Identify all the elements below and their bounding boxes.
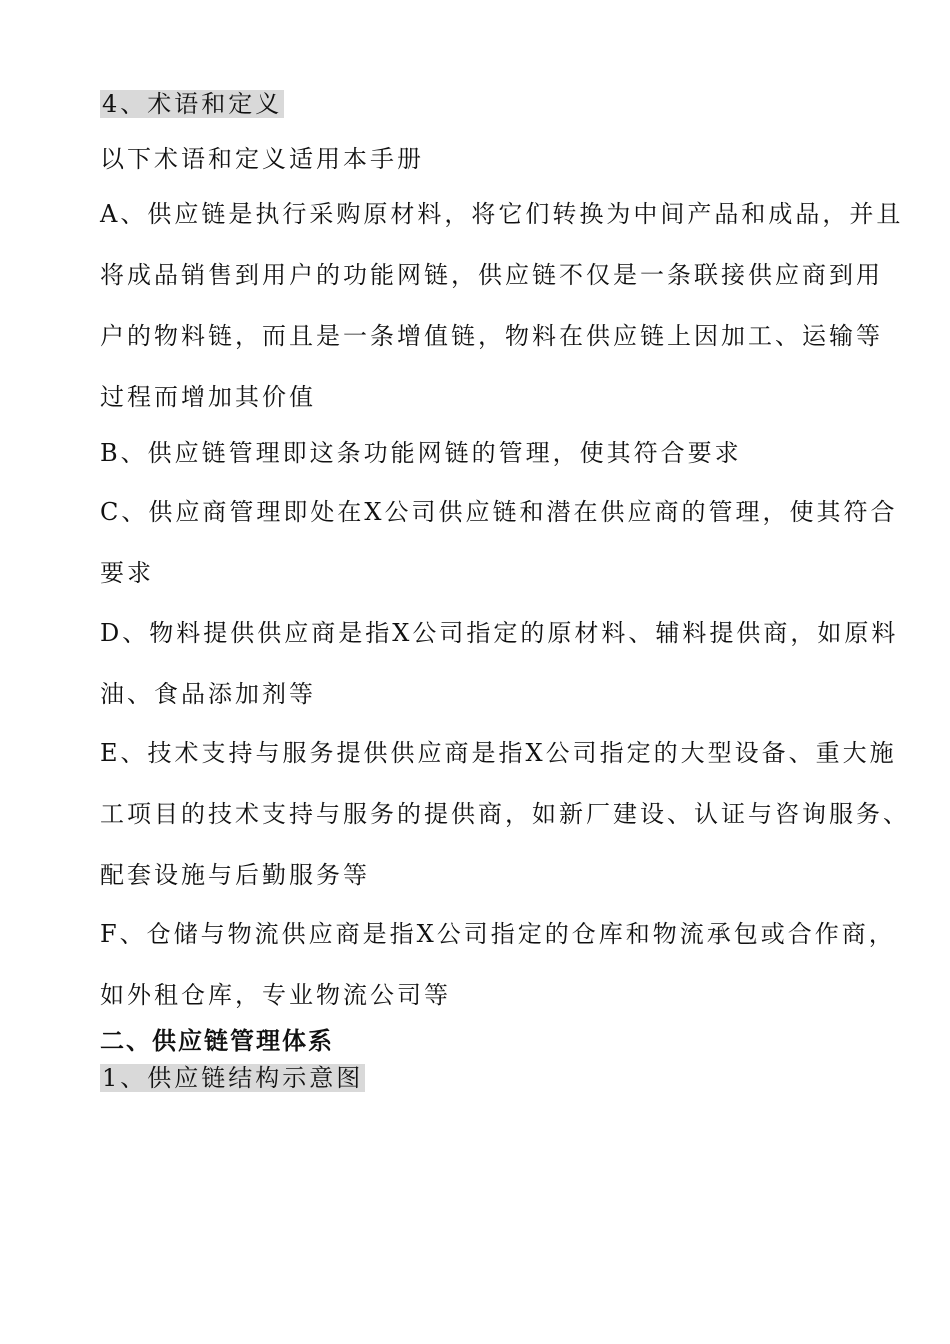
definition-c-line-2: 要求 xyxy=(100,559,154,587)
definition-d-line-1: D、物料提供供应商是指X公司指定的原材料、辅料提供商，如原料 xyxy=(100,619,899,647)
definition-a-line-1: A、供应链是执行采购原材料，将它们转换为中间产品和成品，并且 xyxy=(100,200,904,228)
definition-f-line-1: F、仓储与物流供应商是指X公司指定的仓库和物流承包或合作商， xyxy=(100,920,896,948)
definition-c-line-1: C、供应商管理即处在X公司供应链和潜在供应商的管理，使其符合 xyxy=(100,498,898,526)
subsection-heading xyxy=(100,1062,365,1094)
definition-e-line-3: 配套设施与后勤服务等 xyxy=(100,861,370,889)
definition-e-line-2: 工项目的技术支持与服务的提供商，如新厂建设、认证与咨询服务、 xyxy=(100,800,910,828)
intro-paragraph: 以下术语和定义适用本手册 xyxy=(100,145,424,173)
chapter-heading: 二、供应链管理体系 xyxy=(100,1027,334,1055)
definition-a-line-4: 过程而增加其价值 xyxy=(100,383,316,411)
definition-d-line-2: 油、食品添加剂等 xyxy=(100,680,316,708)
section-heading xyxy=(100,88,284,120)
subsection-heading-text: 1、供应链结构示意图 xyxy=(102,1064,364,1092)
definition-a-line-2: 将成品销售到用户的功能网链，供应链不仅是一条联接供应商到用 xyxy=(100,261,883,289)
section-heading-text: 4、术语和定义 xyxy=(102,90,283,118)
definition-b-line-1: B、供应链管理即这条功能网链的管理，使其符合要求 xyxy=(100,439,742,467)
definition-e-line-1: E、技术支持与服务提供供应商是指X公司指定的大型设备、重大施 xyxy=(100,739,897,767)
definition-a-line-3: 户的物料链，而且是一条增值链，物料在供应链上因加工、运输等 xyxy=(100,322,883,350)
definition-f-line-2: 如外租仓库，专业物流公司等 xyxy=(100,981,451,1009)
